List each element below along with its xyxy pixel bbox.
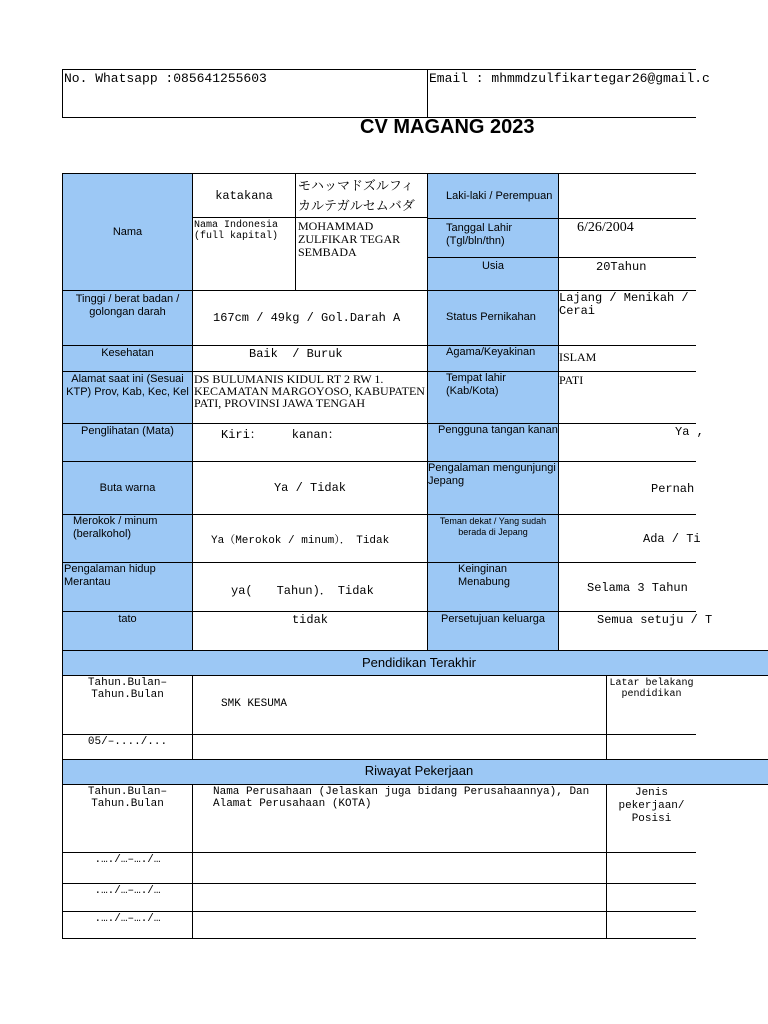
penglihatan-value-text: Kiri： kanan：: [221, 428, 340, 442]
agama-value-text: ISLAM: [559, 350, 597, 364]
label-tato-text: tato: [118, 613, 137, 625]
katakana-value: [295, 173, 428, 218]
pekerjaan-row-period: [62, 883, 193, 912]
pekerjaan-row-jenis: [606, 883, 696, 912]
label-merokok: [62, 514, 193, 563]
pekerjaan-row-period-text: .…./…–…./…: [94, 913, 161, 925]
kesehatan-value: [192, 345, 428, 372]
pekerjaan-col-jenis-text: Jenis pekerjaan/ Posisi: [618, 787, 685, 825]
label-penglihatan: [62, 423, 193, 462]
alamat-value-text: DS BULUMANIS KIDUL RT 2 RW 1. KECAMATAN MARGOYOSO, KABUPATEN PATI, PROVINSI JAWA TENGAH: [194, 372, 425, 410]
label-tempat-lahir-text: Tempat lahir (Kab/Kota): [446, 372, 506, 397]
pendidikan-col-latar: [606, 675, 696, 735]
label-katakana-text: katakana: [215, 188, 273, 203]
merokok-value: [192, 514, 428, 563]
page-title: CV MAGANG 2023: [360, 116, 535, 138]
pekerjaan-row-period: [62, 852, 193, 884]
merantau-value-text: ya( Tahun)． Tidak: [231, 584, 374, 598]
label-usia-text: Usia: [481, 260, 504, 272]
pendidikan-col-period: [62, 675, 193, 735]
label-status-text: Status Pernikahan: [446, 311, 536, 323]
tempat-lahir-value-text: PATI: [559, 373, 584, 387]
label-teman-text: Teman dekat / Yang sudah berada di Jepang: [439, 516, 547, 537]
buta-warna-value-text: Ya / Tidak: [273, 481, 346, 495]
pekerjaan-row-period-text: .…./…–…./…: [94, 885, 161, 897]
tangan-value: [558, 423, 704, 462]
teman-value-text: Ada / Ti: [643, 532, 701, 546]
label-menabung-text: Keinginan Menabung: [458, 563, 510, 588]
label-kesehatan: [62, 345, 193, 372]
label-alamat: [62, 371, 193, 424]
tgl-lahir-value-text: 6/26/2004: [577, 220, 634, 235]
tinggi-value-text: 167cm / 49kg / Gol.Darah A: [213, 311, 401, 325]
label-merantau: [62, 562, 193, 612]
label-teman: [427, 514, 559, 563]
label-merantau-text: Pengalaman hidup Merantau: [64, 563, 156, 588]
buta-warna-value: [192, 461, 428, 515]
pekerjaan-heading: Riwayat Pekerjaan: [364, 763, 474, 778]
label-tempat-lahir: [427, 371, 559, 424]
gender-value: [558, 173, 696, 219]
tato-value: [192, 611, 428, 651]
pendidikan-heading: Pendidikan Terakhir: [362, 655, 476, 670]
merokok-value-text: Ya（Merokok / minum）． Tidak: [211, 535, 390, 547]
label-nama-indonesia: [192, 217, 296, 291]
pendidikan-col-period-text: Tahun.Bulan– Tahun.Bulan: [87, 677, 168, 701]
label-status: [427, 290, 559, 346]
pekerjaan-col-company: [192, 784, 607, 853]
persetujuan-value-text: Semua setuju / T: [597, 613, 713, 627]
label-nama: [62, 173, 193, 291]
pekerjaan-col-period-text: Tahun.Bulan– Tahun.Bulan: [87, 786, 168, 810]
label-persetujuan-text: Persetujuan keluarga: [441, 613, 545, 625]
penglihatan-value: [192, 423, 428, 462]
tempat-lahir-value: [558, 371, 696, 424]
label-tgl-lahir: [427, 218, 559, 258]
pendidikan-school: [192, 675, 607, 735]
label-katakana: [192, 173, 296, 218]
label-buta-warna-text: Buta warna: [99, 481, 156, 494]
pendidikan-row2-period-text: 05/–..../...: [87, 736, 168, 748]
label-merokok-text: Merokok / minum (beralkohol): [73, 515, 158, 540]
menabung-value: [558, 562, 696, 612]
usia-value: [558, 257, 696, 291]
alamat-value: [192, 371, 428, 424]
label-agama: [427, 345, 559, 372]
label-tinggi: [62, 290, 193, 346]
merantau-value: [192, 562, 428, 612]
label-tato: [62, 611, 193, 651]
label-tangan-text: Pengguna tangan kanan: [438, 424, 558, 436]
label-tinggi-text: Tinggi / berat badan / golongan darah: [75, 293, 180, 318]
pekerjaan-row-company: [192, 911, 607, 939]
label-tgl-lahir-text: Tanggal Lahir (Tgl/bln/thn): [446, 222, 513, 247]
pekerjaan-row-jenis: [606, 852, 696, 884]
nama-indonesia-value: [295, 217, 428, 291]
label-nama-text: Nama: [112, 225, 143, 238]
label-gender: [427, 173, 559, 219]
pekerjaan-row-company: [192, 852, 607, 884]
persetujuan-value: [558, 611, 713, 651]
teman-value: [558, 514, 701, 563]
pendidikan-row2-latar: [606, 734, 696, 760]
pekerjaan-col-jenis: [606, 784, 696, 853]
usia-value-text: 20Tahun: [596, 260, 647, 274]
header-divider: [427, 69, 428, 118]
label-jepang: [427, 461, 559, 515]
pendidikan-row2-school: [192, 734, 607, 760]
pendidikan-school-text: SMK KESUMA: [221, 698, 288, 710]
pekerjaan-row-period-text: .…./…–…./…: [94, 854, 161, 866]
label-kesehatan-text: Kesehatan: [101, 347, 154, 359]
label-menabung: [427, 562, 559, 612]
jepang-value-text: Pernah: [651, 482, 695, 496]
label-alamat-text: Alamat saat ini (Sesuai KTP) Prov, Kab, Kec, Kel: [66, 373, 189, 398]
pendidikan-row2-period: [62, 734, 193, 760]
whatsapp-text: No. Whatsapp :085641255603: [64, 71, 267, 86]
label-penglihatan-text: Penglihatan (Mata): [81, 425, 174, 437]
pekerjaan-row-period: [62, 911, 193, 939]
pekerjaan-col-company-text: Nama Perusahaan (Jelaskan juga bidang Perusahaannya), Dan Alamat Perusahaan (KOTA): [213, 786, 590, 810]
label-gender-text: Laki-laki / Perempuan: [446, 189, 553, 202]
katakana-value-text: モハッマドズルフィカルテガルセムバダ: [298, 179, 415, 214]
label-nama-indonesia-text: Nama Indonesia (full kapital): [194, 220, 279, 242]
nama-indonesia-value-text: MOHAMMAD ZULFIKAR TEGAR SEMBADA: [298, 219, 401, 259]
label-persetujuan: [427, 611, 559, 651]
pekerjaan-row-company: [192, 883, 607, 912]
label-tangan: [427, 423, 559, 462]
tangan-value-text: Ya ,: [675, 425, 704, 439]
pendidikan-col-latar-text: Latar belakang pendidikan: [609, 678, 694, 700]
pekerjaan-row-jenis: [606, 911, 696, 939]
pekerjaan-col-period: [62, 784, 193, 853]
kesehatan-value-text: Baik / Buruk: [249, 347, 343, 361]
label-usia: [427, 257, 559, 291]
tato-value-text: tidak: [291, 613, 328, 627]
agama-value: [558, 345, 696, 372]
label-jepang-text: Pengalaman mengunjungi Jepang: [428, 462, 556, 487]
menabung-value-text: Selama 3 Tahun: [587, 581, 688, 595]
tgl-lahir-value: [558, 218, 696, 258]
status-value: [558, 290, 696, 346]
tinggi-value: [192, 290, 428, 346]
label-agama-text: Agama/Keyakinan: [446, 346, 536, 358]
status-value-text: Lajang / Menikah / Cerai: [559, 291, 689, 318]
email-text: Email : mhmmdzulfikartegar26@gmail.c: [429, 71, 710, 86]
jepang-value: [558, 461, 696, 515]
label-buta-warna: [62, 461, 193, 515]
